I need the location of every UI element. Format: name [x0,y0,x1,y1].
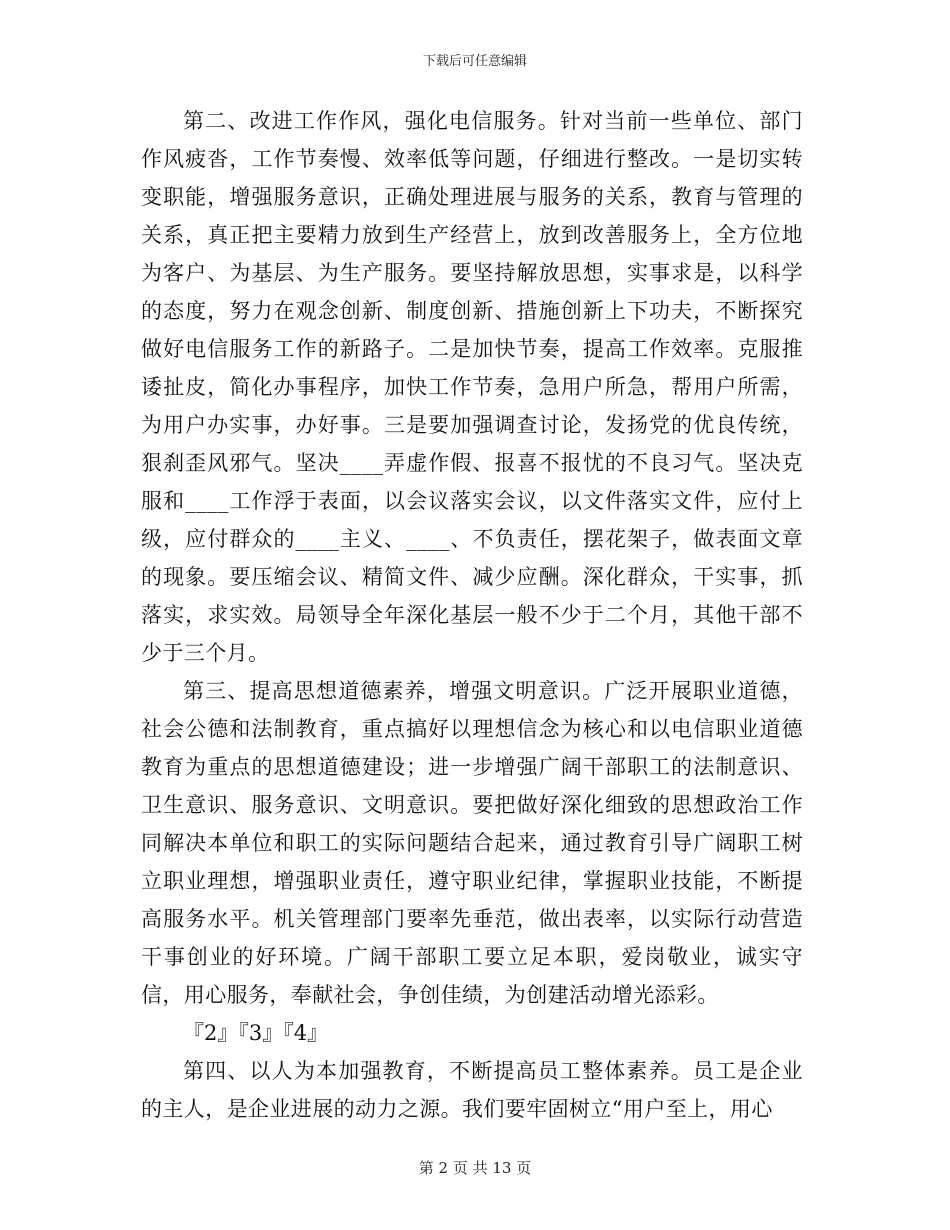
paragraph-third: 第三、提高思想道德素养，增强文明意识。广泛开展职业道德，社会公德和法制教育，重点搞好以理想信念为核心和以电信职业道德教育为重点的思想道德建设；进一步增强广阔干部职工的法制意识、卫生意识、服务意识、文明意识。要把做好深化细致的思想政治工作同解决本单位和职工的实际问题结合起来，通过教育引导广阔职工树立职业理想，增强职业责任，遵守职业纪律，掌握职业技能，不断提高服务水平。机关管理部门要率先垂范，做出表率，以实际行动营造干事创业的好环境。广阔干部职工要立足本职，爱岗敬业，诚实守信，用心服务，奉献社会，争创佳绩，为创建活动增光添彩。 [141,679,803,1007]
paragraph-second: 第二、改进工作作风，强化电信服务。针对当前一些单位、部门作风疲沓，工作节奏慢、效率低等问题，仔细进行整改。一是切实转变职能，增强服务意识，正确处理进展与服务的关系，教育与管理的关系，真正把主要精力放到生产经营上，放到改善服务上，全方位地为客户、为基层、为生产服务。要坚持解放思想，实事求是，以科学的态度，努力在观念创新、制度创新、措施创新上下功夫，不断探究做好电信服务工作的新路子。二是加快节奏，提高工作效率。克服推诿扯皮，简化办事程序，加快工作节奏，急用户所急，帮用户所需，为用户办实事，办好事。三是要加强调查讨论，发扬党的优良传统，狠刹歪风邪气。坚决____弄虚作假、报喜不报忧的不良习气。坚决克服和____工作浮于表面，以会议落实会议，以文件落实文件，应付上级，应付群众的____主义、____、不负责任，摆花架子，做表面文章的现象。要压缩会议、精简文件、减少应酬。深化群众，干实事，抓落实，求实效。局领导全年深化基层一般不少于二个月，其他干部不少于三个月。 [141,109,803,665]
page-link-2[interactable]: 『2』 [183,1021,239,1045]
page-link-3[interactable]: 『3』 [238,1021,284,1045]
document-body [141,102,803,1128]
page-header-note: 下载后可任意编辑 [422,54,527,69]
page-links [141,1014,803,1052]
page-footer-number: 第 2 页 共 13 页 [418,1159,532,1177]
page-link-4[interactable]: 『4』 [283,1021,329,1045]
paragraph-fourth: 第四、以人为本加强教育，不断提高员工整体素养。员工是企业的主人，是企业进展的动力之源。我们要牢固树立“用户至上，用心 [141,1059,803,1121]
